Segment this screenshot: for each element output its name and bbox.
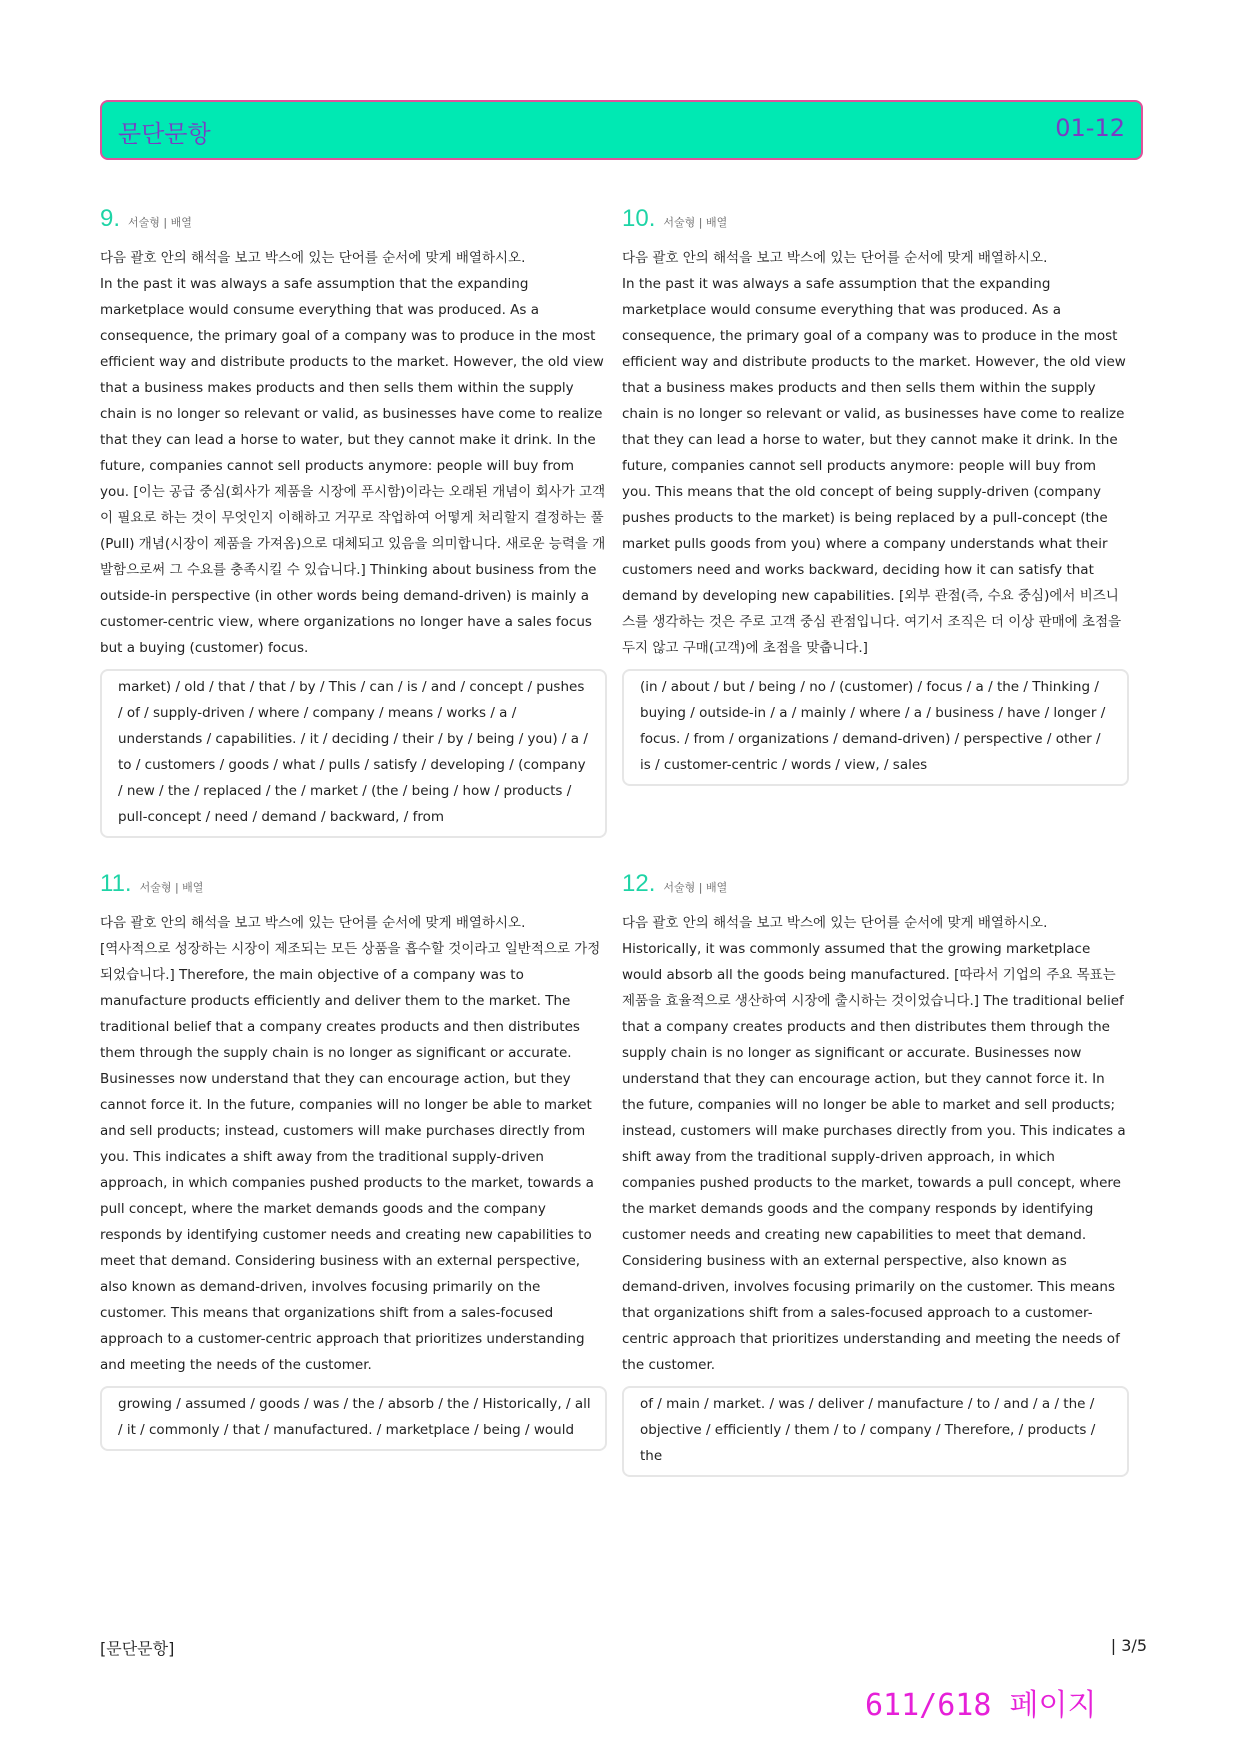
footer-label: [문단문항] (100, 1639, 175, 1658)
word-box: market) / old / that / that / by / This / can / is / and / concept / pushes / of / supply-driven / where / company / means / works / a / understands / capabilities. / it / deciding / their / by / being / you) / a / to / customers / goods / what / pulls / satisfy / developing / (company / new / the / replaced / the / market / (the / being / how / products / pull-concept / need / demand / backward, / from (100, 669, 607, 838)
question-type: 서술형 | 배열 (663, 216, 728, 229)
question-instruction: 다음 괄호 안의 해석을 보고 박스에 있는 단어를 순서에 맞게 배열하시오. (100, 250, 526, 266)
question-type: 서술형 | 배열 (139, 881, 204, 894)
question-number: 11. (100, 870, 132, 897)
question-10 (622, 205, 1129, 786)
question-passage: In the past it was always a safe assumption that the expanding marketplace would consume everything that was produced. As a consequence, the primary goal of a company was to produce in the most efficient way and distribute products to the market. However, the old view that a business makes products and then sells them within the supply chain is no longer so relevant or valid, as businesses have come to realize that they can lead a horse to water, but they cannot make it drink. In the future, companies cannot sell products anymore: people will buy from you. [이는 공급 중심(회사가 제품을 시장에 푸시함)이라는 오래된 개념이 회사가 고객이 필요로 하는 것이 무엇인지 이해하고 거꾸로 작업하여 어떻게 처리할지 결정하는 풀(Pull) 개념(시장이 제품을 가져옴)으로 대체되고 있음을 의미합니다. 새로운 능력을 개발함으로써 그 수요를 충족시킬 수 있습니다.] Thinking about business from the outside-in perspective (in other words being demand-driven) is mainly a customer-centric view, where organizations no longer have a sales focus but a buying (customer) focus. (100, 276, 606, 656)
question-type: 서술형 | 배열 (128, 216, 192, 229)
question-body (100, 245, 607, 661)
word-box: growing / assumed / goods / was / the / absorb / the / Historically, / all / it / commonly / that / manufactured. / marketplace / being / would (100, 1386, 607, 1451)
header-code: 01-12 (1055, 114, 1125, 142)
word-box: of / main / market. / was / deliver / manufacture / to / and / a / the / objective / efficiently / them / to / company / Therefore, / products / the (622, 1386, 1129, 1477)
question-instruction: 다음 괄호 안의 해석을 보고 박스에 있는 단어를 순서에 맞게 배열하시오. (100, 915, 526, 931)
question-header (622, 870, 1129, 900)
question-header (100, 870, 607, 900)
question-passage: In the past it was always a safe assumption that the expanding marketplace would consume everything that was produced. As a consequence, the primary goal of a company was to produce in the most efficient way and distribute products to the market. However, the old view that a business makes products and then sells them within the supply chain is no longer so relevant or valid, as businesses have come to realize that they can lead a horse to water, but they cannot make it drink. In the future, companies cannot sell products anymore: people will buy from you. This means that the old concept of being supply-driven (company pushes products to the market) is being replaced by a pull-concept (the market pulls goods from you) where a company understands what their customers need and works backward, deciding how it can satisfy that demand by developing new capabilities. [외부 관점(즉, 수요 중심)에서 비즈니스를 생각하는 것은 주로 고객 중심 관점입니다. 여기서 조직은 더 이상 판매에 초점을 두지 않고 구매(고객)에 초점을 맞춥니다.] (622, 276, 1126, 656)
question-passage: [역사적으로 성장하는 시장이 제조되는 모든 상품을 흡수할 것이라고 일반적으로 가정되었습니다.] Therefore, the main objective of a company was to manufacture products efficiently and deliver them to the market. The traditional belief that a company creates products and then distributes them through the supply chain is no longer as significant or accurate. Businesses now understand that they can encourage action, but they cannot force it. In the future, companies will no longer be able to market and sell products; instead, customers will make purchases directly from you. This indicates a shift away from the traditional supply-driven approach, in which companies pushed products to the market, towards a pull concept, where the market demands goods and the company responds by identifying customer needs and creating new capabilities to meet that demand. Considering business with an external perspective, also known as demand-driven, involves focusing primarily on the customer. This means that organizations shift from a sales-focused approach to a customer-centric approach that prioritizes understanding and meeting the needs of the customer. (100, 941, 601, 1373)
question-body (100, 910, 607, 1378)
question-number: 10. (622, 205, 656, 232)
question-9 (100, 205, 607, 838)
header-title: 문단문항 (118, 120, 211, 148)
question-body (622, 910, 1129, 1378)
question-11 (100, 870, 607, 1451)
question-passage: Historically, it was commonly assumed that the growing marketplace would absorb all the goods being manufactured. [따라서 기업의 주요 목표는 제품을 효율적으로 생산하여 시장에 출시하는 것이었습니다.] The traditional belief that a company creates products and then distributes them through the supply chain is no longer as significant or accurate. Businesses now understand that they can encourage action, but they cannot force it. In the future, companies will no longer be able to market and sell products; instead, customers will make purchases directly from you. This indicates a shift away from the traditional supply-driven approach, in which companies pushed products to the market, towards a pull concept, where the market demands goods and the company responds by identifying customer needs and creating new capabilities to meet that demand. Considering business with an external perspective, also known as demand-driven, involves focusing primarily on the customer. This means that organizations shift from a sales-focused approach to a customer-centric approach that prioritizes understanding and meeting the needs of the customer. (622, 941, 1126, 1373)
question-number: 9. (100, 205, 121, 232)
header-banner (100, 100, 1143, 160)
question-12 (622, 870, 1129, 1477)
question-type: 서술형 | 배열 (663, 881, 728, 894)
page-counter: 611/618 페이지 (865, 1688, 1097, 1723)
question-number: 12. (622, 870, 656, 897)
question-instruction: 다음 괄호 안의 해석을 보고 박스에 있는 단어를 순서에 맞게 배열하시오. (622, 250, 1048, 266)
question-body (622, 245, 1129, 661)
question-instruction: 다음 괄호 안의 해석을 보고 박스에 있는 단어를 순서에 맞게 배열하시오. (622, 915, 1048, 931)
footer-page-number: | 3/5 (1110, 1636, 1147, 1655)
question-header (622, 205, 1129, 235)
word-box: (in / about / but / being / no / (customer) / focus / a / the / Thinking / buying / outside-in / a / mainly / where / a / business / have / longer / focus. / from / organizations / demand-driven) / perspective / other / is / customer-centric / words / view, / sales (622, 669, 1129, 786)
question-header (100, 205, 607, 235)
